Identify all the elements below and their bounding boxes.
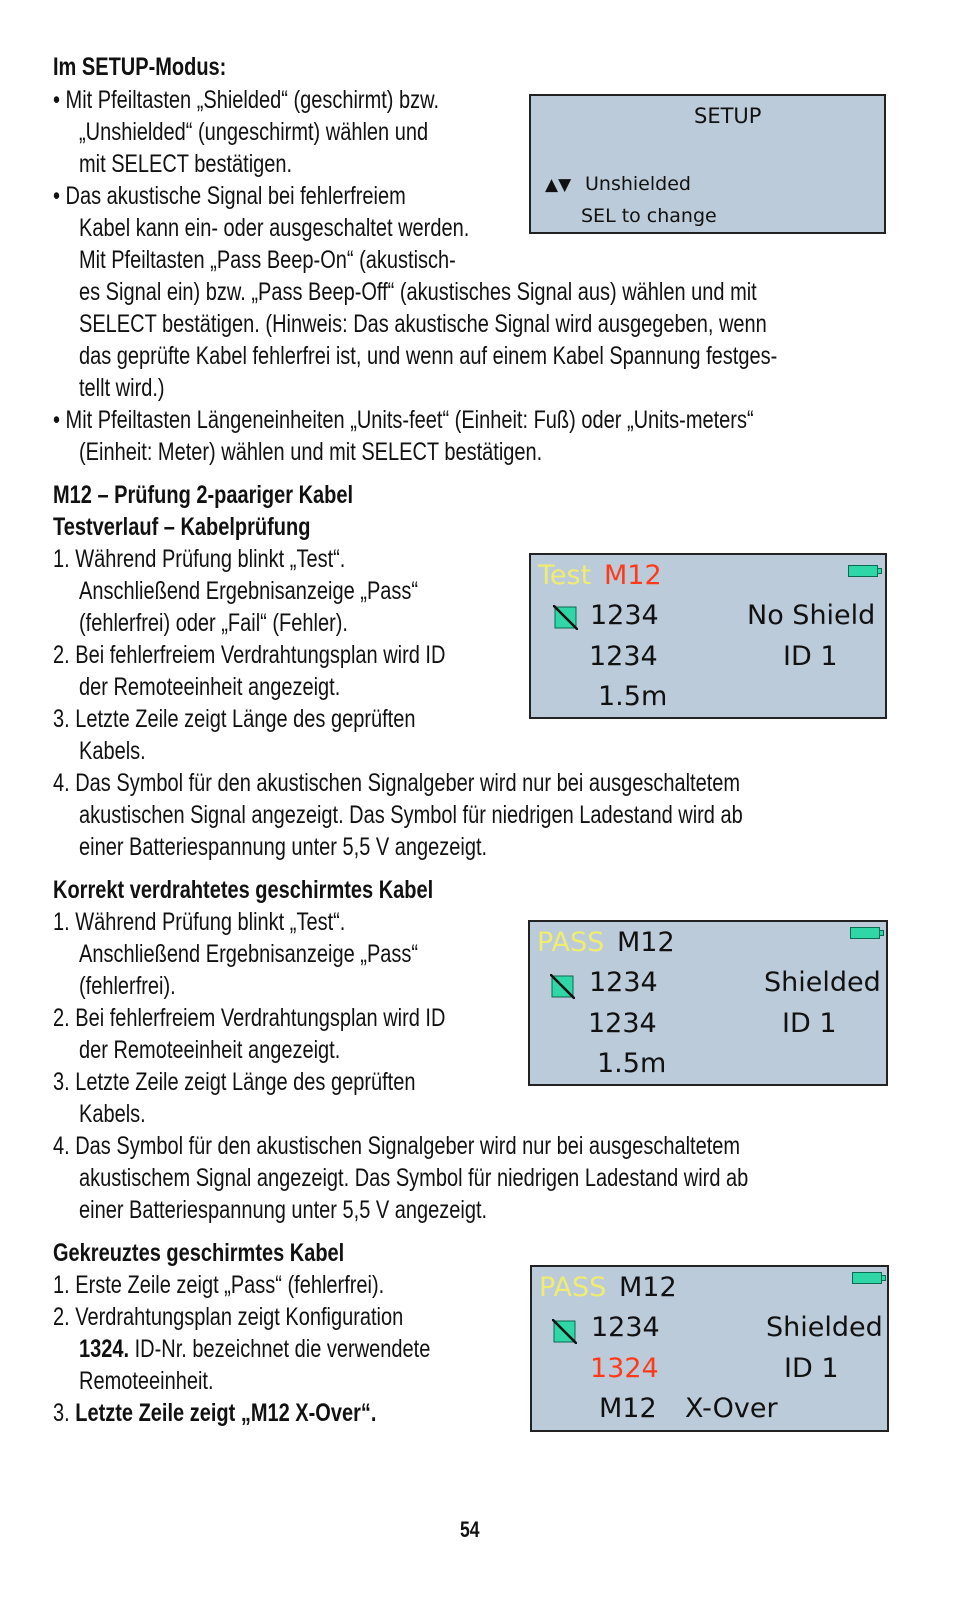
lcd-length: 1.5m: [597, 1048, 667, 1079]
lcd-wiremap-2: 1324: [590, 1353, 659, 1384]
shielded-line: 3. Letzte Zeile zeigt Länge des geprüften: [53, 1068, 416, 1096]
crossed-line: Remoteeinheit.: [79, 1367, 214, 1395]
lcd-status: Test: [538, 560, 592, 591]
lcd-shield-status: Shielded: [766, 1312, 883, 1343]
lcd-xover-display: [530, 1265, 889, 1432]
lcd-mode: M12: [619, 1272, 677, 1303]
lcd-remote-id: ID 1: [784, 1353, 839, 1384]
speaker-muted-icon: [550, 974, 575, 999]
wiremap-code: 1324.: [79, 1335, 130, 1363]
setup-line: „Unshielded“ (ungeschirmt) wählen und: [79, 118, 429, 146]
setup-line: • Mit Pfeiltasten „Shielded“ (geschirmt) bzw.: [53, 86, 440, 114]
shielded-line: der Remoteeinheit angezeigt.: [79, 1036, 341, 1064]
shielded-line: Kabels.: [79, 1100, 146, 1128]
battery-icon: [850, 927, 880, 939]
lcd-wiremap-2: 1234: [589, 641, 658, 672]
battery-icon: [852, 1272, 882, 1284]
setup-line: • Mit Pfeiltasten Längeneinheiten „Units-feet“ (Einheit: Fuß) oder „Units-meters“: [53, 406, 754, 434]
shielded-line: 1. Während Prüfung blinkt „Test“.: [53, 908, 346, 936]
setup-line: SELECT bestätigen. (Hinweis: Das akustische Signal wird ausgegeben, wenn: [79, 310, 767, 338]
crossed-line: [79, 1333, 430, 1365]
setup-line: mit SELECT bestätigen.: [79, 150, 293, 178]
m12-line: einer Batteriespannung unter 5,5 V angezeigt.: [79, 833, 488, 861]
shielded-line: 4. Das Symbol für den akustischen Signalgeber wird nur bei ausgeschaltetem: [53, 1132, 741, 1160]
crossed-heading: Gekreuztes geschirmtes Kabel: [53, 1239, 345, 1267]
setup-line: tellt wird.): [79, 374, 165, 402]
m12-subheading: Testverlauf – Kabelprüfung: [53, 513, 311, 541]
crossed-line-rest: ID-Nr. bezeichnet die verwendete: [129, 1335, 431, 1363]
shielded-line: 2. Bei fehlerfreiem Verdrahtungsplan wird ID: [53, 1004, 446, 1032]
lcd-status: PASS: [539, 1272, 607, 1303]
setup-line: Mit Pfeiltasten „Pass Beep-On“ (akustisch-: [79, 246, 456, 274]
page-number: 54: [460, 1517, 480, 1542]
lcd-setup-title: SETUP: [694, 104, 762, 128]
m12-line: Kabels.: [79, 737, 146, 765]
m12-line: der Remoteeinheit angezeigt.: [79, 673, 341, 701]
shielded-line: einer Batteriespannung unter 5,5 V angezeigt.: [79, 1196, 488, 1224]
setup-line: • Das akustische Signal bei fehlerfreiem: [53, 182, 406, 210]
m12-line: 4. Das Symbol für den akustischen Signalgeber wird nur bei ausgeschaltetem: [53, 769, 741, 797]
lcd-wiremap-1: 1234: [589, 967, 658, 998]
lcd-remote-id: ID 1: [782, 1008, 837, 1039]
setup-line: Kabel kann ein- oder ausgeschaltet werden.: [79, 214, 470, 242]
shielded-line: Anschließend Ergebnisanzeige „Pass“: [79, 940, 419, 968]
setup-line: es Signal ein) bzw. „Pass Beep-Off“ (akustisches Signal aus) wählen und mit: [79, 278, 757, 306]
list-number: 3.: [53, 1399, 76, 1427]
battery-icon: [848, 565, 878, 577]
lcd-remote-id: ID 1: [783, 641, 838, 672]
crossed-line: 2. Verdrahtungsplan zeigt Konfiguration: [53, 1303, 404, 1331]
shielded-line: akustischem Signal angezeigt. Das Symbol für niedrigen Ladestand wird ab: [79, 1164, 749, 1192]
shielded-line: (fehlerfrei).: [79, 972, 176, 1000]
lcd-setup-line1: Unshielded: [585, 173, 691, 195]
speaker-muted-icon: [552, 1319, 577, 1344]
lcd-pass-display: [528, 920, 888, 1086]
m12-line: 3. Letzte Zeile zeigt Länge des geprüften: [53, 705, 416, 733]
m12-line: (fehlerfrei) oder „Fail“ (Fehler).: [79, 609, 348, 637]
m12-heading: M12 – Prüfung 2-paariger Kabel: [53, 481, 354, 509]
lcd-shield-status: Shielded: [764, 967, 881, 998]
setup-heading: Im SETUP-Modus:: [53, 53, 227, 81]
lcd-shield-status: No Shield: [747, 600, 876, 631]
shielded-heading: Korrekt verdrahtetes geschirmtes Kabel: [53, 876, 434, 904]
lcd-mode: M12: [617, 927, 675, 958]
arrow-up-down-icon: ▲▼: [545, 175, 572, 195]
lcd-wiremap-2: 1234: [588, 1008, 657, 1039]
setup-line: (Einheit: Meter) wählen und mit SELECT bestätigen.: [79, 438, 543, 466]
setup-line: das geprüfte Kabel fehlerfrei ist, und wenn auf einem Kabel Spannung festges-: [79, 342, 778, 370]
m12-line: Anschließend Ergebnisanzeige „Pass“: [79, 577, 419, 605]
crossed-line: [53, 1397, 376, 1429]
lcd-mode: M12: [604, 560, 662, 591]
speaker-muted-icon: [553, 605, 578, 630]
lcd-wiremap-1: 1234: [590, 600, 659, 631]
crossed-line: 1. Erste Zeile zeigt „Pass“ (fehlerfrei).: [53, 1271, 385, 1299]
lcd-line4-mode: M12: [599, 1393, 657, 1424]
lcd-line4-xover: X-Over: [685, 1393, 778, 1424]
lcd-setup-line2: SEL to change: [581, 205, 717, 227]
m12-line: 2. Bei fehlerfreiem Verdrahtungsplan wird ID: [53, 641, 446, 669]
m12-line: akustischen Signal angezeigt. Das Symbol für niedrigen Ladestand wird ab: [79, 801, 743, 829]
m12-line: 1. Während Prüfung blinkt „Test“.: [53, 545, 346, 573]
lcd-length: 1.5m: [598, 681, 668, 712]
crossed-line-bold: Letzte Zeile zeigt „M12 X-Over“.: [75, 1399, 377, 1427]
lcd-status: PASS: [537, 927, 605, 958]
lcd-wiremap-1: 1234: [591, 1312, 660, 1343]
lcd-setup-display: [529, 94, 886, 234]
lcd-test-display: [529, 553, 887, 719]
